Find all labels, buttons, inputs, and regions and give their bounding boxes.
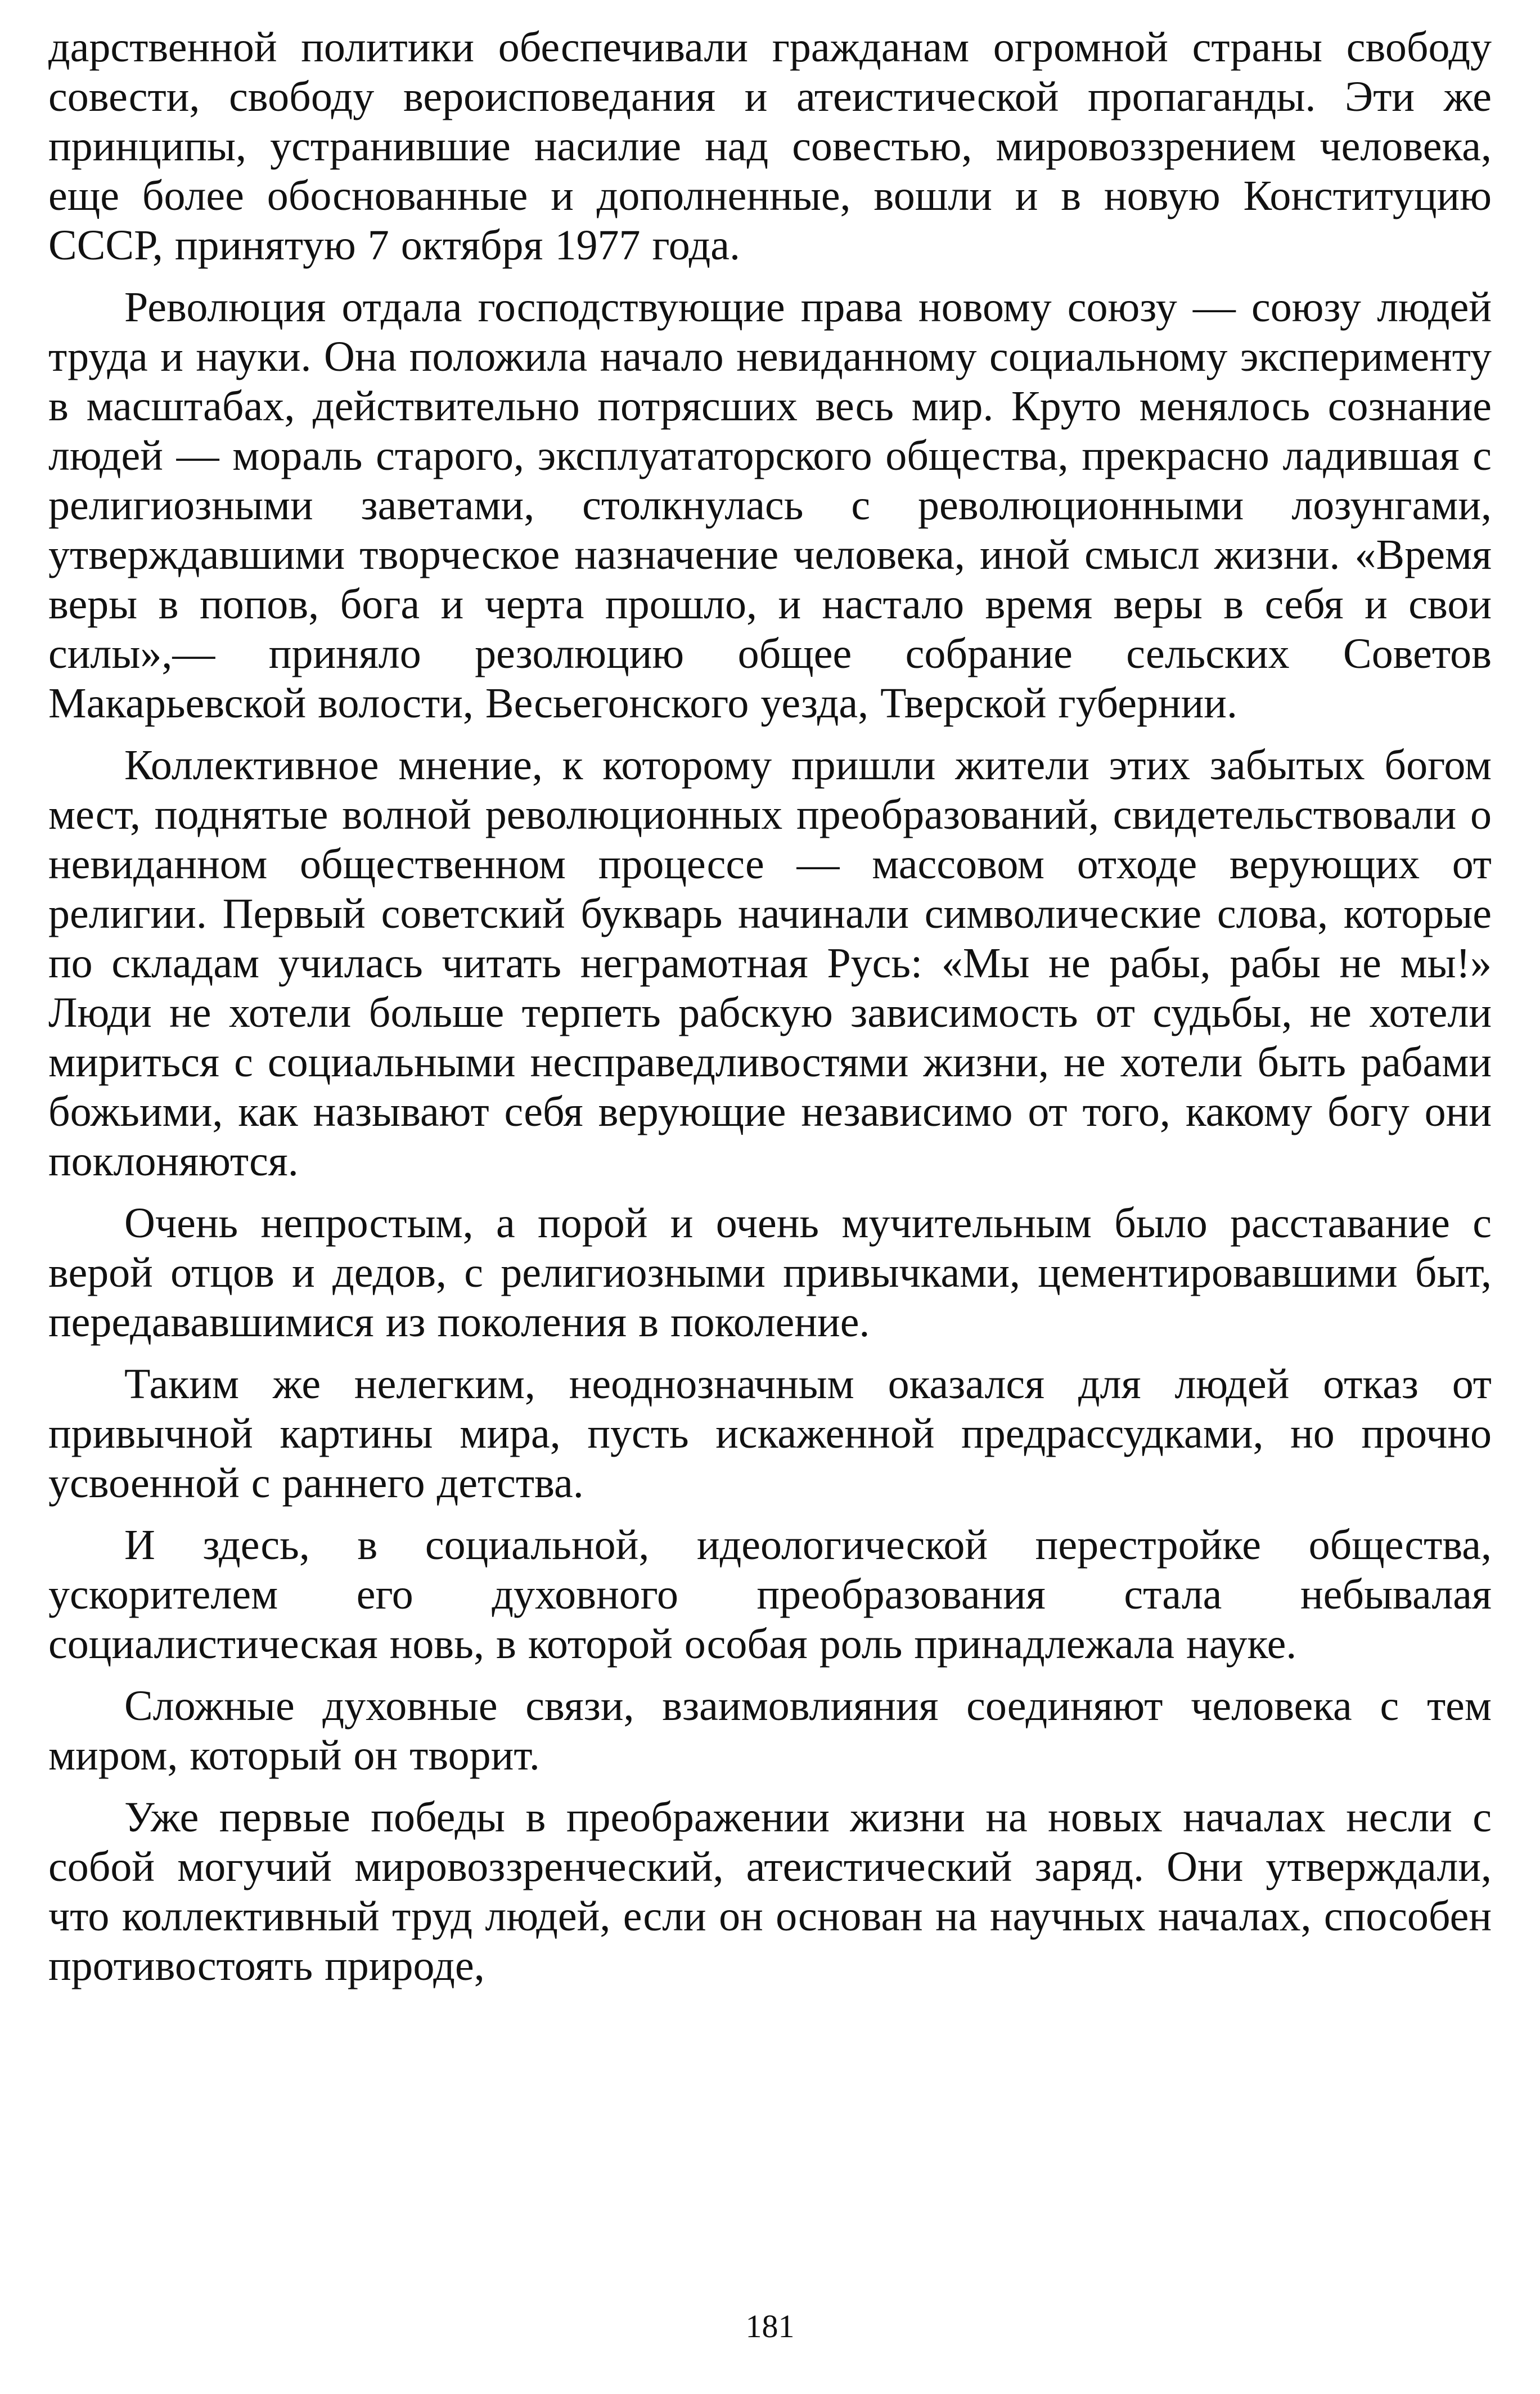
paragraph-8: Уже первые победы в преображении жизни на новых началах несли с собой могучий мировоззренческий, атеистический заряд. Они утверждали, что коллективный труд людей, если он основан на научных началах, способен противостоять природе,: [48, 1794, 1492, 1989]
paragraph-6: И здесь, в социальной, идеологической перестройке общества, ускорителем его духовного преобразования стала небывалая социалистическая новь, в которой особая роль принадлежала науке.: [48, 1521, 1492, 1668]
paragraph-5: Таким же нелегким, неоднозначным оказался для людей отказ от привычной картины мира, пусть искаженной предрассудками, но прочно усвоенной с раннего детства.: [48, 1360, 1492, 1507]
body-text: [48, 23, 1492, 1991]
page-number: 181: [745, 2308, 795, 2344]
paragraph-4: Очень непростым, а порой и очень мучительным было расставание с верой отцов и дедов, с религиозными привычками, цементировавшими быт, передававшимися из поколения в поколение.: [48, 1200, 1492, 1346]
paragraph-1: дарственной политики обеспечивали гражданам огромной страны свободу совести, свободу вероисповедания и атеистической пропаганды. Эти же принципы, устранившие насилие над совестью, мировоззрением человека, еще более обоснованные и дополненные, вошли и в новую Конституцию СССР, принятую 7 октября 1977 года.: [48, 24, 1492, 269]
paragraph-3: Коллективное мнение, к которому пришли жители этих забытых богом мест, поднятые волной революционных преобразований, свидетельствовали о невиданном общественном процессе — массовом отходе верующих от религии. Первый советский букварь начинали символические слова, которые по складам училась читать неграмотная Русь: «Мы не рабы, рабы не мы!» Люди не хотели больше терпеть рабскую зависимость от судьбы, не хотели мириться с социальными несправедливостями жизни, не хотели быть рабами божьими, как называют себя верующие независимо от того, какому богу они поклоняются.: [48, 742, 1492, 1185]
paragraph-7: Сложные духовные связи, взаимовлияния соединяют человека с тем миром, который он творит.: [48, 1682, 1492, 1779]
paragraph-2: Революция отдала господствующие права новому союзу — союзу людей труда и науки. Она положила начало невиданному социальному эксперименту в масштабах, действительно потрясших весь мир. Круто менялось сознание людей — мораль старого, эксплуататорского общества, прекрасно ладившая с религиозными заветами, столкнулась с революционными лозунгами, утверждавшими творческое назначение человека, иной смысл жизни. «Время веры в попов, бога и черта прошло, и настало время веры в себя и свои силы»,— приняло резолюцию общее собрание сельских Советов Макарьевской волости, Весьегонского уезда, Тверской губернии.: [48, 284, 1492, 727]
book-page: [48, 23, 1492, 2363]
